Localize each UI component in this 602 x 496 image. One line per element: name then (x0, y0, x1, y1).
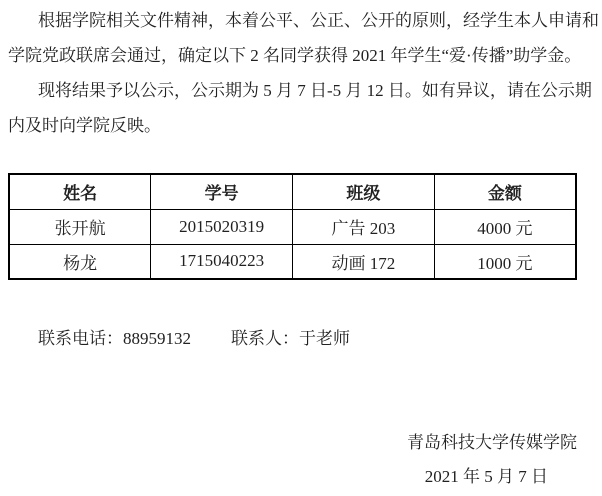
table-body (9, 209, 576, 279)
scholarship-table (8, 173, 577, 280)
signature-org: 青岛科技大学传媒学院 (407, 433, 577, 452)
cell-student-id: 2015020319 (151, 209, 293, 244)
cell-amount: 1000 元 (434, 244, 576, 279)
cell-name: 张开航 (9, 209, 151, 244)
paragraph1-line2: 学院党政联席会通过，确定以下 2 名同学获得 2021 年学生“爱·传播”助学金。 (8, 46, 582, 65)
paragraph2-line1: 现将结果予以公示，公示期为 5 月 7 日-5 月 12 日。如有异议，请在公示期 (38, 81, 592, 100)
cell-name: 杨龙 (9, 244, 151, 279)
header-amount: 金额 (434, 174, 576, 209)
paragraph1-line1: 根据学院相关文件精神，本着公平、公正、公开的原则，经学生本人申请和 (38, 11, 599, 30)
cell-amount: 4000 元 (434, 209, 576, 244)
header-name: 姓名 (9, 174, 151, 209)
table-header-row (9, 174, 576, 209)
announcement-body (8, 3, 599, 143)
header-class: 班级 (293, 174, 435, 209)
table-row (9, 244, 576, 279)
header-student-id: 学号 (151, 174, 293, 209)
table-header (9, 174, 576, 209)
cell-student-id: 1715040223 (151, 244, 293, 279)
cell-class: 广告 203 (293, 209, 435, 244)
paragraph2-line2: 内及时向学院反映。 (8, 116, 161, 135)
contact-info (38, 324, 350, 349)
signature-date: 2021 年 5 月 7 日 (424, 467, 548, 486)
contact-person: 联系人：于老师 (231, 329, 350, 348)
table-row (9, 209, 576, 244)
cell-class: 动画 172 (293, 244, 435, 279)
contact-phone: 联系电话：88959132 (38, 329, 191, 348)
